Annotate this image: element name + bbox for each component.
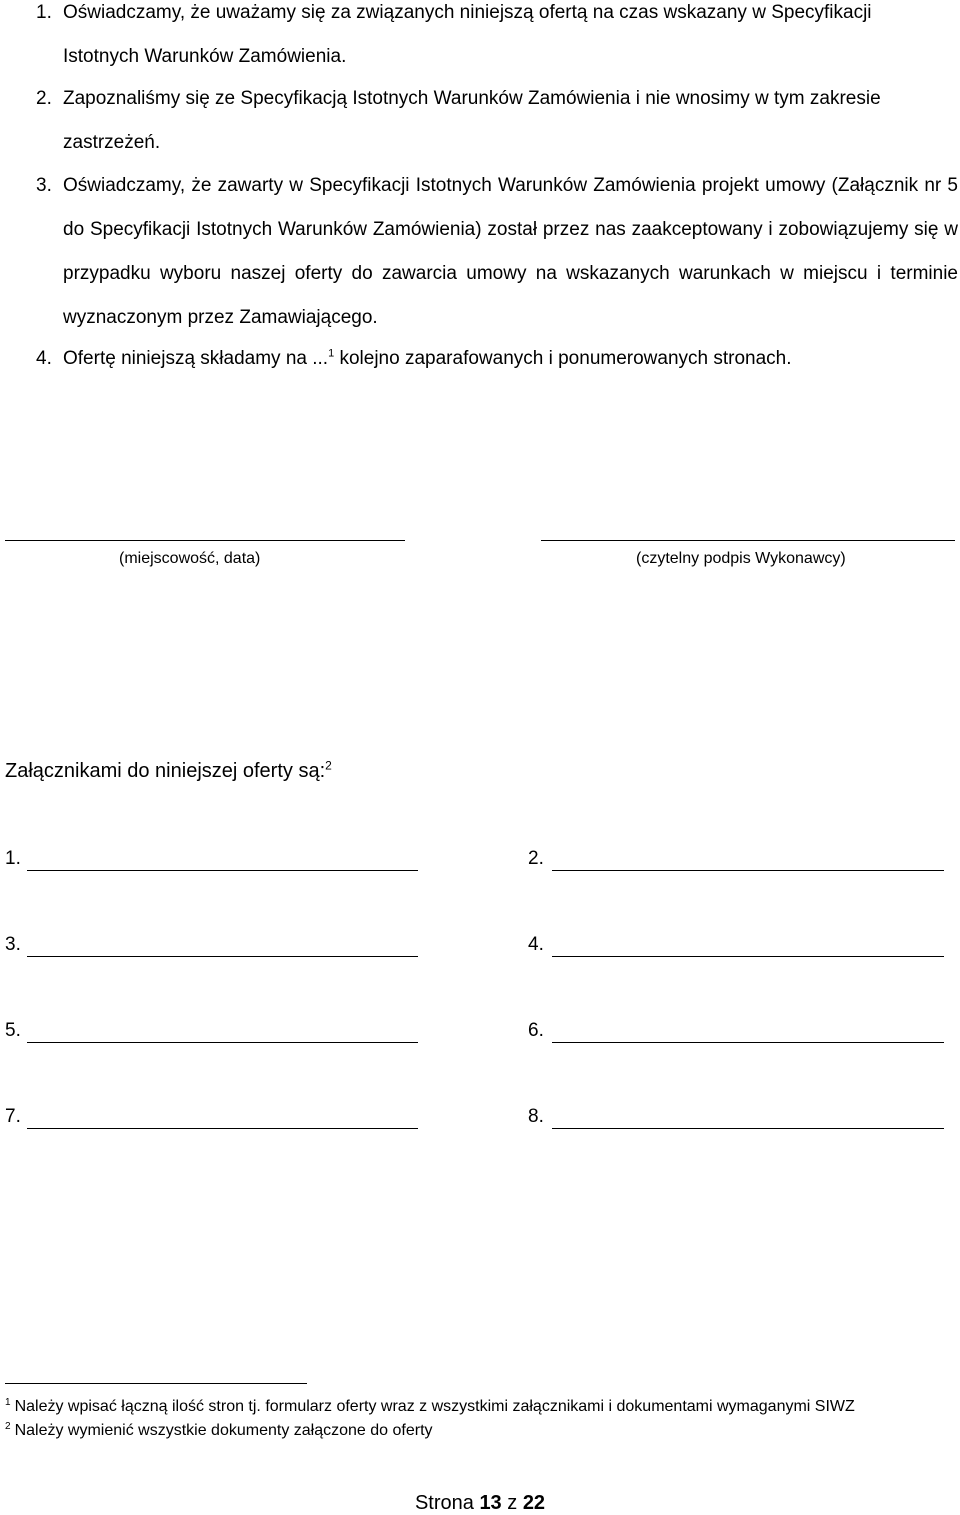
- attachment-number: 7.: [5, 1106, 21, 1127]
- attachment-number: 6.: [528, 1020, 544, 1041]
- place-date-line: [5, 540, 405, 541]
- page-number: [0, 1492, 960, 1515]
- page-total: 22: [522, 1492, 546, 1514]
- footnote-marker: 1: [5, 1396, 11, 1408]
- footnote-text: Należy wymienić wszystkie dokumenty załączone do oferty: [14, 1422, 433, 1439]
- footnote-separator: [5, 1383, 307, 1384]
- page-current: 13: [479, 1492, 502, 1514]
- attachment-line[interactable]: [27, 1128, 418, 1129]
- declaration-number: 1.: [36, 2, 52, 23]
- declaration-text: Oświadczamy, że zawarty w Specyfikacji Istotnych Warunków Zamówienia projekt umowy (Załącznik nr 5 do Specyfikacji Istotnych Warunków Zamówienia) został przez nas zaakceptowany i zobowiązujemy się w przypadku wyboru naszej oferty do zawarcia umowy na wskazanych warunkach w miejscu i terminie wyznaczonym przez Zamawiającego.: [63, 175, 958, 328]
- footnote-1: [5, 1398, 855, 1416]
- declaration-text-after: kolejno zaparafowanych i ponumerowanych stronach.: [334, 348, 792, 369]
- page-separator: z: [507, 1492, 518, 1514]
- attachment-line[interactable]: [552, 870, 944, 871]
- footnote-2: [5, 1422, 433, 1440]
- declaration-number: 3.: [36, 175, 52, 196]
- declaration-line: zastrzeżeń.: [63, 132, 161, 153]
- attachment-number: 8.: [528, 1106, 544, 1127]
- attachment-number: 3.: [5, 934, 21, 955]
- attachment-number: 5.: [5, 1020, 21, 1041]
- attachment-number: 2.: [528, 848, 544, 869]
- attachments-heading-text: Załącznikami do niniejszej oferty są:: [5, 760, 326, 782]
- declaration-number: 4.: [36, 348, 52, 369]
- attachment-number: 4.: [528, 934, 544, 955]
- attachment-line[interactable]: [552, 1042, 944, 1043]
- attachment-number: 1.: [5, 848, 21, 869]
- declaration-text-before: Ofertę niniejszą składamy na ...: [63, 348, 329, 369]
- declaration-text: [63, 348, 792, 370]
- attachment-line[interactable]: [552, 1128, 944, 1129]
- footnote-marker: 2: [5, 1420, 11, 1432]
- footnote-ref: 2: [325, 758, 332, 773]
- signature-line: [541, 540, 955, 541]
- attachments-heading: [5, 760, 332, 783]
- footnote-text: Należy wpisać łączną ilość stron tj. formularz oferty wraz z wszystkimi załącznikami i dokumentami wymaganymi SIWZ: [14, 1398, 855, 1415]
- signature-caption: (czytelny podpis Wykonawcy): [636, 550, 846, 567]
- declaration-line: Zapoznaliśmy się ze Specyfikacją Istotnych Warunków Zamówienia i nie wnosimy w tym zakresie: [63, 88, 881, 109]
- declaration-line: Istotnych Warunków Zamówienia.: [63, 46, 347, 67]
- footnote-ref: 1: [328, 347, 335, 360]
- place-date-caption: (miejscowość, data): [119, 550, 261, 567]
- attachment-line[interactable]: [552, 956, 944, 957]
- page-label: Strona: [414, 1492, 474, 1514]
- attachment-line[interactable]: [27, 1042, 418, 1043]
- declaration-line: Oświadczamy, że uważamy się za związanych niniejszą ofertą na czas wskazany w Specyfikacji: [63, 2, 872, 23]
- declaration-number: 2.: [36, 88, 52, 109]
- attachment-line[interactable]: [27, 956, 418, 957]
- attachment-line[interactable]: [27, 870, 418, 871]
